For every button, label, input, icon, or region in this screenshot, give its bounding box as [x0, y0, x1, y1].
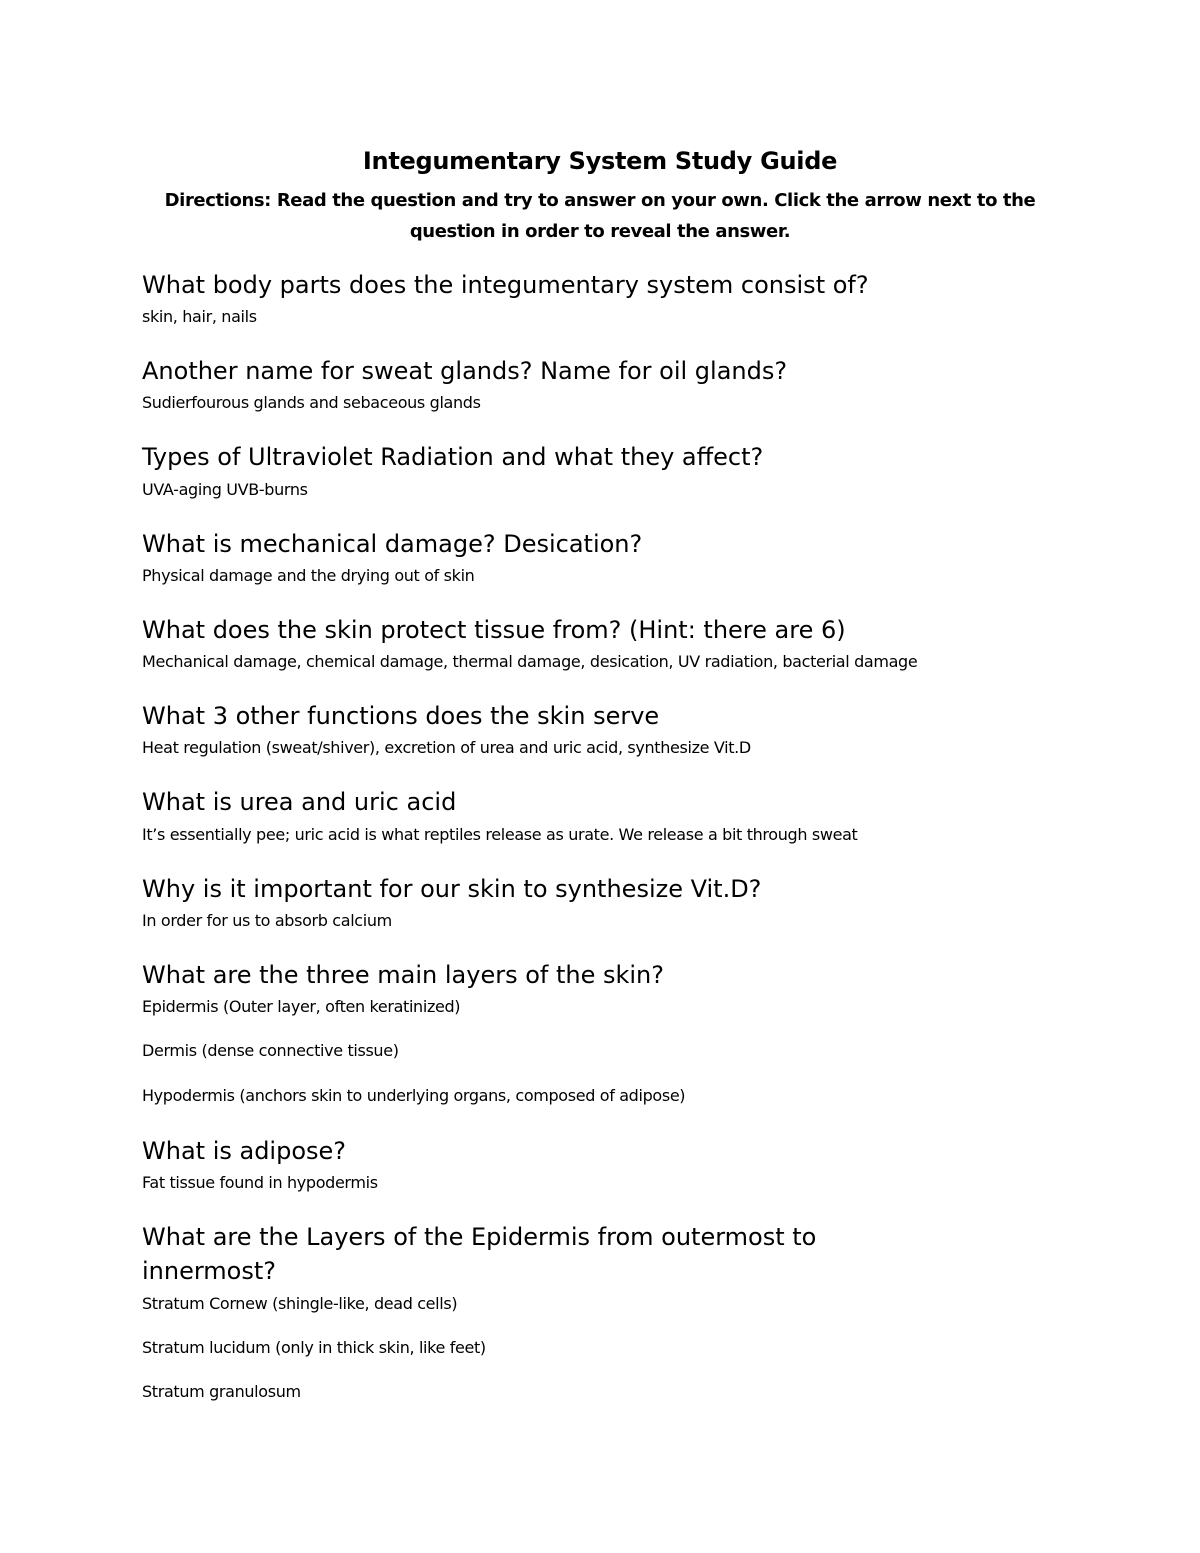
question-heading[interactable]: What is adipose?: [142, 1137, 347, 1165]
question-heading[interactable]: What is urea and uric acid: [142, 788, 457, 816]
answer-text: Fat tissue found in hypodermis: [142, 1173, 378, 1192]
question-heading[interactable]: What is mechanical damage? Desication?: [142, 530, 643, 558]
question-heading[interactable]: What body parts does the integumentary system consist of?: [142, 271, 869, 299]
answer-text: Heat regulation (sweat/shiver), excretion of urea and uric acid, synthesize Vit.D: [142, 738, 751, 757]
answer-text: In order for us to absorb calcium: [142, 911, 392, 930]
question-heading[interactable]: What does the skin protect tissue from? (Hint: there are 6): [142, 616, 846, 644]
answer-text: Mechanical damage, chemical damage, thermal damage, desication, UV radiation, bacterial damage: [142, 652, 918, 671]
answer-text: Sudierfourous glands and sebaceous glands: [142, 393, 481, 412]
document-title: Integumentary System Study Guide: [362, 147, 838, 175]
answer-text: It’s essentially pee; uric acid is what reptiles release as urate. We release a bit through sweat: [142, 825, 858, 844]
answer-text: Epidermis (Outer layer, often keratinized): [142, 997, 461, 1016]
question-heading[interactable]: What are the Layers of the Epidermis from outermost to innermost?: [142, 1223, 817, 1285]
directions-text: Directions: Read the question and try to answer on your own. Click the arrow next to the question in order to reveal the answer.: [164, 190, 1036, 242]
answer-text: Stratum lucidum (only in thick skin, like feet): [142, 1338, 486, 1357]
answer-text: Stratum Cornew (shingle-like, dead cells): [142, 1294, 458, 1313]
answer-text: UVA-aging UVB-burns: [142, 480, 308, 499]
question-heading[interactable]: Why is it important for our skin to synthesize Vit.D?: [142, 875, 762, 903]
answer-text: Hypodermis (anchors skin to underlying organs, composed of adipose): [142, 1086, 686, 1105]
answer-text: Dermis (dense connective tissue): [142, 1041, 399, 1060]
question-heading[interactable]: Types of Ultraviolet Radiation and what they affect?: [142, 443, 764, 471]
question-heading[interactable]: What 3 other functions does the skin serve: [142, 702, 660, 730]
question-heading[interactable]: Another name for sweat glands? Name for oil glands?: [142, 357, 788, 385]
answer-text: Physical damage and the drying out of skin: [142, 566, 475, 585]
answer-text: Stratum granulosum: [142, 1382, 301, 1401]
answer-text: skin, hair, nails: [142, 307, 257, 326]
question-heading[interactable]: What are the three main layers of the skin?: [142, 961, 664, 989]
